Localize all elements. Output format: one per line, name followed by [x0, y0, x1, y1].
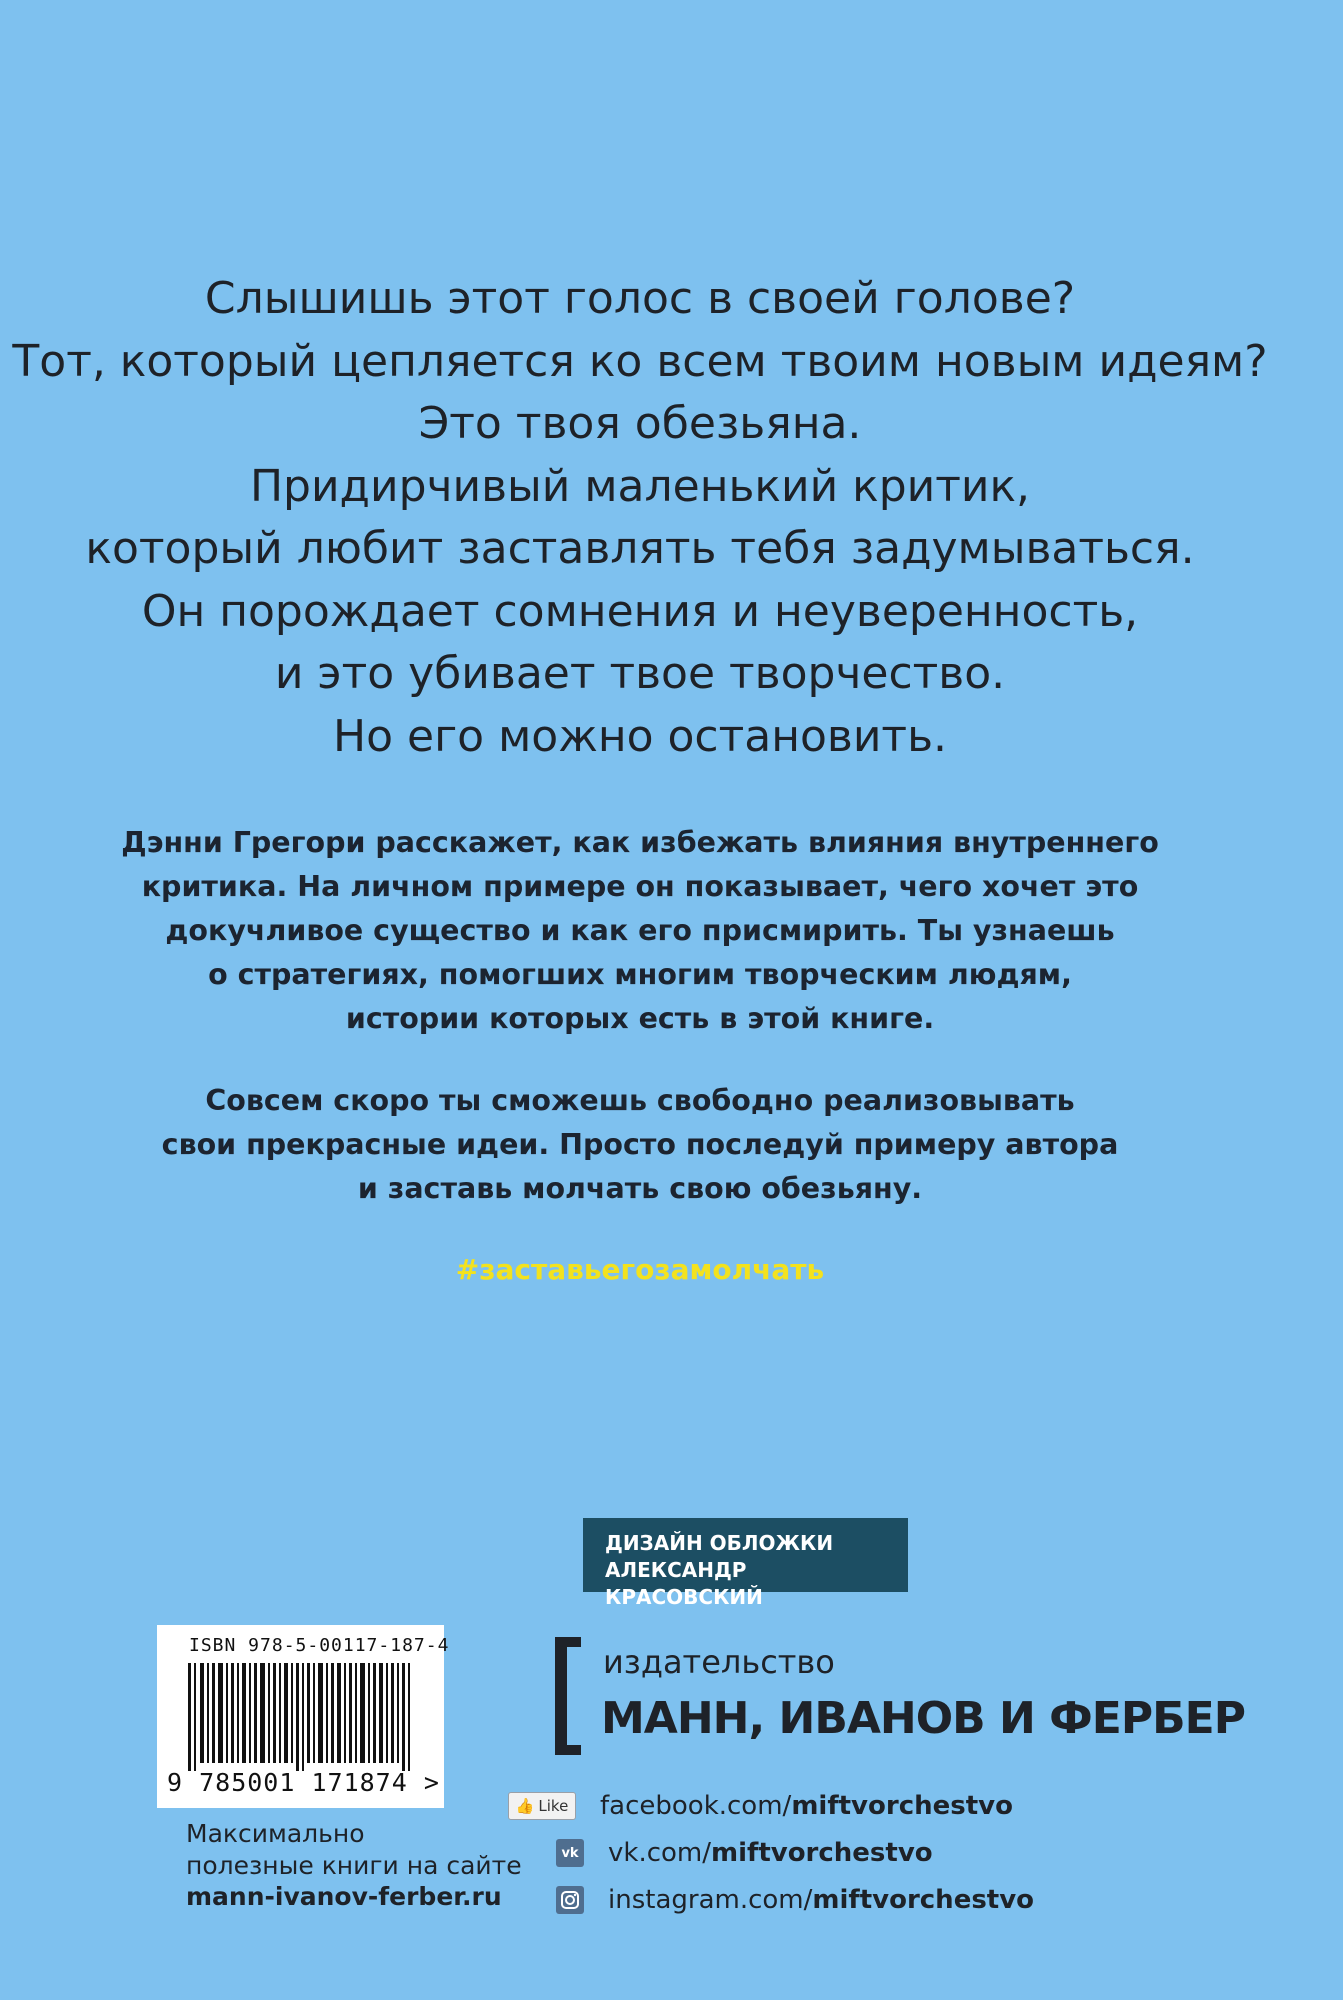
paragraph-line: докучливое существо и как его присмирить. Ты узнаешь — [165, 914, 1115, 947]
intro-line: Это твоя обезьяна. — [418, 398, 862, 449]
design-credit-name: АЛЕКСАНДР КРАСОВСКИЙ — [605, 1558, 763, 1609]
intro-line: Он порождает сомнения и неуверенность, — [141, 585, 1139, 637]
vk-handle: miftvorchestvo — [711, 1838, 933, 1868]
publisher-label: издательство — [603, 1643, 835, 1681]
paragraph-line: истории которых есть в этой книге. — [345, 1002, 935, 1035]
instagram-icon — [556, 1886, 584, 1914]
paragraph-line: свои прекрасные идеи. Просто последуй примеру автора — [161, 1128, 1119, 1161]
promo-line: полезные книги на сайте — [186, 1850, 522, 1880]
publisher-name: МАНН, ИВАНОВ И ФЕРБЕР — [601, 1693, 1245, 1744]
intro-text — [0, 268, 1280, 768]
social-instagram[interactable] — [508, 1885, 1034, 1915]
isbn-number: ISBN 978-5-00117-187-4 — [189, 1635, 450, 1656]
facebook-like-button[interactable] — [508, 1792, 576, 1820]
social-vk[interactable] — [508, 1838, 933, 1868]
design-credit-title: ДИЗАЙН ОБЛОЖКИ — [605, 1531, 834, 1555]
intro-line: Тот, который цепляется ко всем твоим новым идеям? — [12, 335, 1268, 387]
paragraph-line: критика. На личном примере он показывает, чего хочет это — [141, 870, 1139, 903]
publisher-website-link[interactable]: mann-ivanov-ferber.ru — [186, 1882, 502, 1911]
barcode-icon — [157, 1663, 444, 1771]
facebook-prefix: facebook.com/ — [600, 1791, 792, 1821]
description-paragraph-2 — [0, 1079, 1280, 1211]
paragraph-line: Совсем скоро ты сможешь свободно реализовывать — [205, 1084, 1075, 1117]
description-paragraph-1 — [0, 821, 1280, 1041]
instagram-prefix: instagram.com/ — [608, 1885, 813, 1915]
publisher-bracket-icon — [555, 1637, 581, 1755]
promo-line: Максимально — [186, 1819, 365, 1848]
facebook-handle: miftvorchestvo — [791, 1791, 1013, 1821]
paragraph-line: Дэнни Грегори расскажет, как избежать влияния внутреннего — [121, 826, 1159, 859]
intro-line: Слышишь этот голос в своей голове? — [204, 273, 1076, 324]
paragraph-line: о стратегиях, помогших многим творческим людям, — [208, 958, 1072, 991]
social-facebook[interactable] — [508, 1791, 1013, 1821]
barcode-panel — [157, 1625, 450, 1808]
thumbs-up-icon: 👍 — [515, 1797, 535, 1815]
hashtag: #заставьегозамолчать — [455, 1253, 825, 1286]
intro-line: Придирчивый маленький критик, — [249, 460, 1031, 512]
paragraph-line: и заставь молчать свою обезьяну. — [357, 1172, 923, 1205]
instagram-handle: miftvorchestvo — [812, 1885, 1035, 1915]
ean-digits: 9 785001 171874 > — [167, 1768, 440, 1797]
intro-line: и это убивает твое творчество. — [274, 648, 1006, 699]
vk-prefix: vk.com/ — [608, 1838, 711, 1868]
cover-design-credit — [583, 1518, 908, 1609]
intro-line: Но его можно остановить. — [333, 710, 947, 762]
like-label: Like — [538, 1797, 569, 1815]
promo-text — [186, 1818, 522, 1913]
vk-icon: vk — [556, 1839, 584, 1867]
intro-line: который любит заставлять тебя задумываться. — [85, 523, 1195, 574]
